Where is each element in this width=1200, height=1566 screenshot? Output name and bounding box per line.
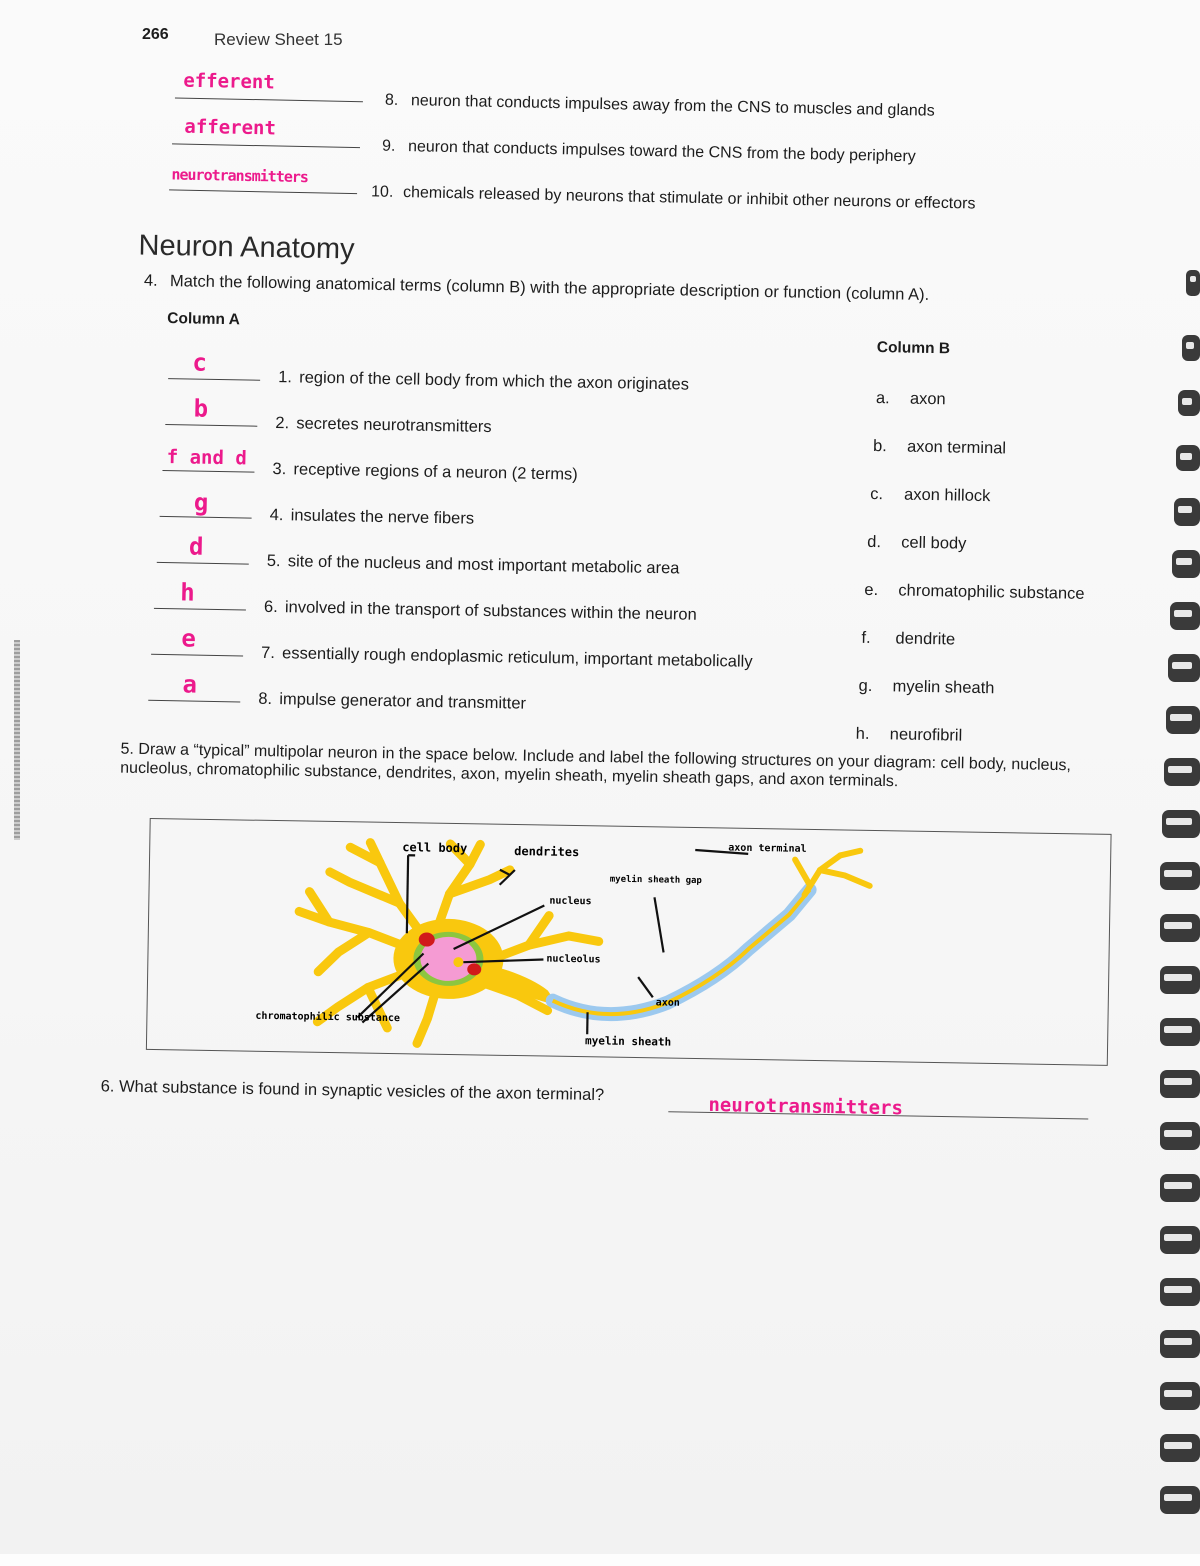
diagram-label-axon-terminal: axon terminal [728,842,807,855]
page-header-title: Review Sheet 15 [214,30,343,49]
column-b-term: myelin sheath [892,677,995,698]
handwritten-answer: efferent [183,69,276,94]
item-text: involved in the transport of substances within the neuron [284,598,697,624]
handwritten-answer: h [179,578,195,607]
column-b-letter: a. [875,389,890,408]
diagram-label-nucleus: nucleus [549,895,592,908]
diagram-label-nucleolus: nucleolus [546,953,601,966]
handwritten-answer: a [182,670,198,699]
section-title: Neuron Anatomy [138,229,355,266]
handwritten-answer: c [192,348,208,377]
question-number: 5. [120,740,135,758]
item-text: secretes neurotransmitters [296,414,492,437]
item-number: 5. [266,551,281,571]
diagram-label-axon: axon [655,997,680,1009]
diagram-label-chromatophilic-substance: chromatophilic substance [255,1010,401,1025]
column-b-letter: d. [867,532,882,552]
diagram-label-cell-body: cell body [402,840,468,856]
item-text: impulse generator and transmitter [279,690,527,713]
column-b-heading: Column B [876,339,951,358]
diagram-label-myelin-sheath-gap: myelin sheath gap [609,874,702,887]
item-text: insulates the nerve fibers [290,506,475,528]
handwritten-answer: afferent [184,115,277,140]
item-number: 3. [272,459,287,479]
question-6 [100,1077,604,1105]
handwritten-answer: d [188,532,204,561]
column-b-term: axon hillock [903,485,991,506]
question-number: 6. [100,1077,115,1096]
item-text: neuron that conducts impulses toward the CNS from the body periphery [407,138,916,166]
column-b-term: neurofibril [889,725,963,745]
spiral-binding [1120,240,1200,1554]
handwritten-answer: neurotransmitters [171,165,309,187]
item-text: essentially rough endoplasmic reticulum, important metabolically [281,644,753,671]
item-number: 2. [275,414,290,433]
question-text: Draw a “typical” multipolar neuron in the space below. Include and label the following structures on your diagram: cell body, nucleus, nucleolus, chromatophilic substance, dendrites, axon, myelin sheath, myelin sheath gaps, and axon terminals. [120,740,1072,791]
handwritten-answer: b [193,394,209,423]
item-text: receptive regions of a neuron (2 terms) [293,460,578,484]
page-number: 266 [142,26,169,43]
column-a-heading: Column A [167,310,241,329]
handwritten-answer: neurotransmitters [708,1093,904,1120]
question-text: What substance is found in synaptic vesicles of the axon terminal? [118,1077,605,1105]
item-text: chemicals released by neurons that stimulate or inhibit other neurons or effectors [402,184,976,213]
column-b-letter: e. [864,580,879,600]
column-b-letter: h. [855,724,870,743]
column-b-term: dendrite [895,629,956,649]
handwritten-answer: g [193,488,209,517]
diagram-label-dendrites: dendrites [514,843,580,860]
item-number: 1. [278,368,293,387]
item-number: 7. [260,643,276,663]
column-b-term: cell body [901,533,967,553]
column-b-term: axon terminal [906,437,1007,458]
handwritten-answer: e [181,624,197,653]
column-b-term: axon [909,389,946,409]
item-text: site of the nucleus and most important metabolic area [287,552,680,578]
item-number: 4. [269,505,284,525]
diagram-label-myelin-sheath: myelin sheath [584,1034,672,1049]
item-number: 9. [381,137,396,155]
item-text: region of the cell body from which the axon originates [299,368,690,394]
question-prompt: Match the following anatomical terms (column B) with the appropriate description or function (column A). [169,272,930,304]
item-number: 10. [370,183,394,201]
column-b-letter: b. [872,436,887,456]
column-b-letter: c. [869,484,884,504]
item-text: neuron that conducts impulses away from the CNS to muscles and glands [410,92,935,120]
column-b-letter: f. [861,628,871,647]
handwritten-answer: f and d [166,446,247,470]
question-number: 4. [143,271,158,290]
item-number: 6. [263,597,278,617]
column-b-term: chromatophilic substance [898,581,1085,603]
column-b-letter: g. [858,676,873,696]
item-number: 8. [258,689,273,709]
item-number: 8. [384,91,399,109]
